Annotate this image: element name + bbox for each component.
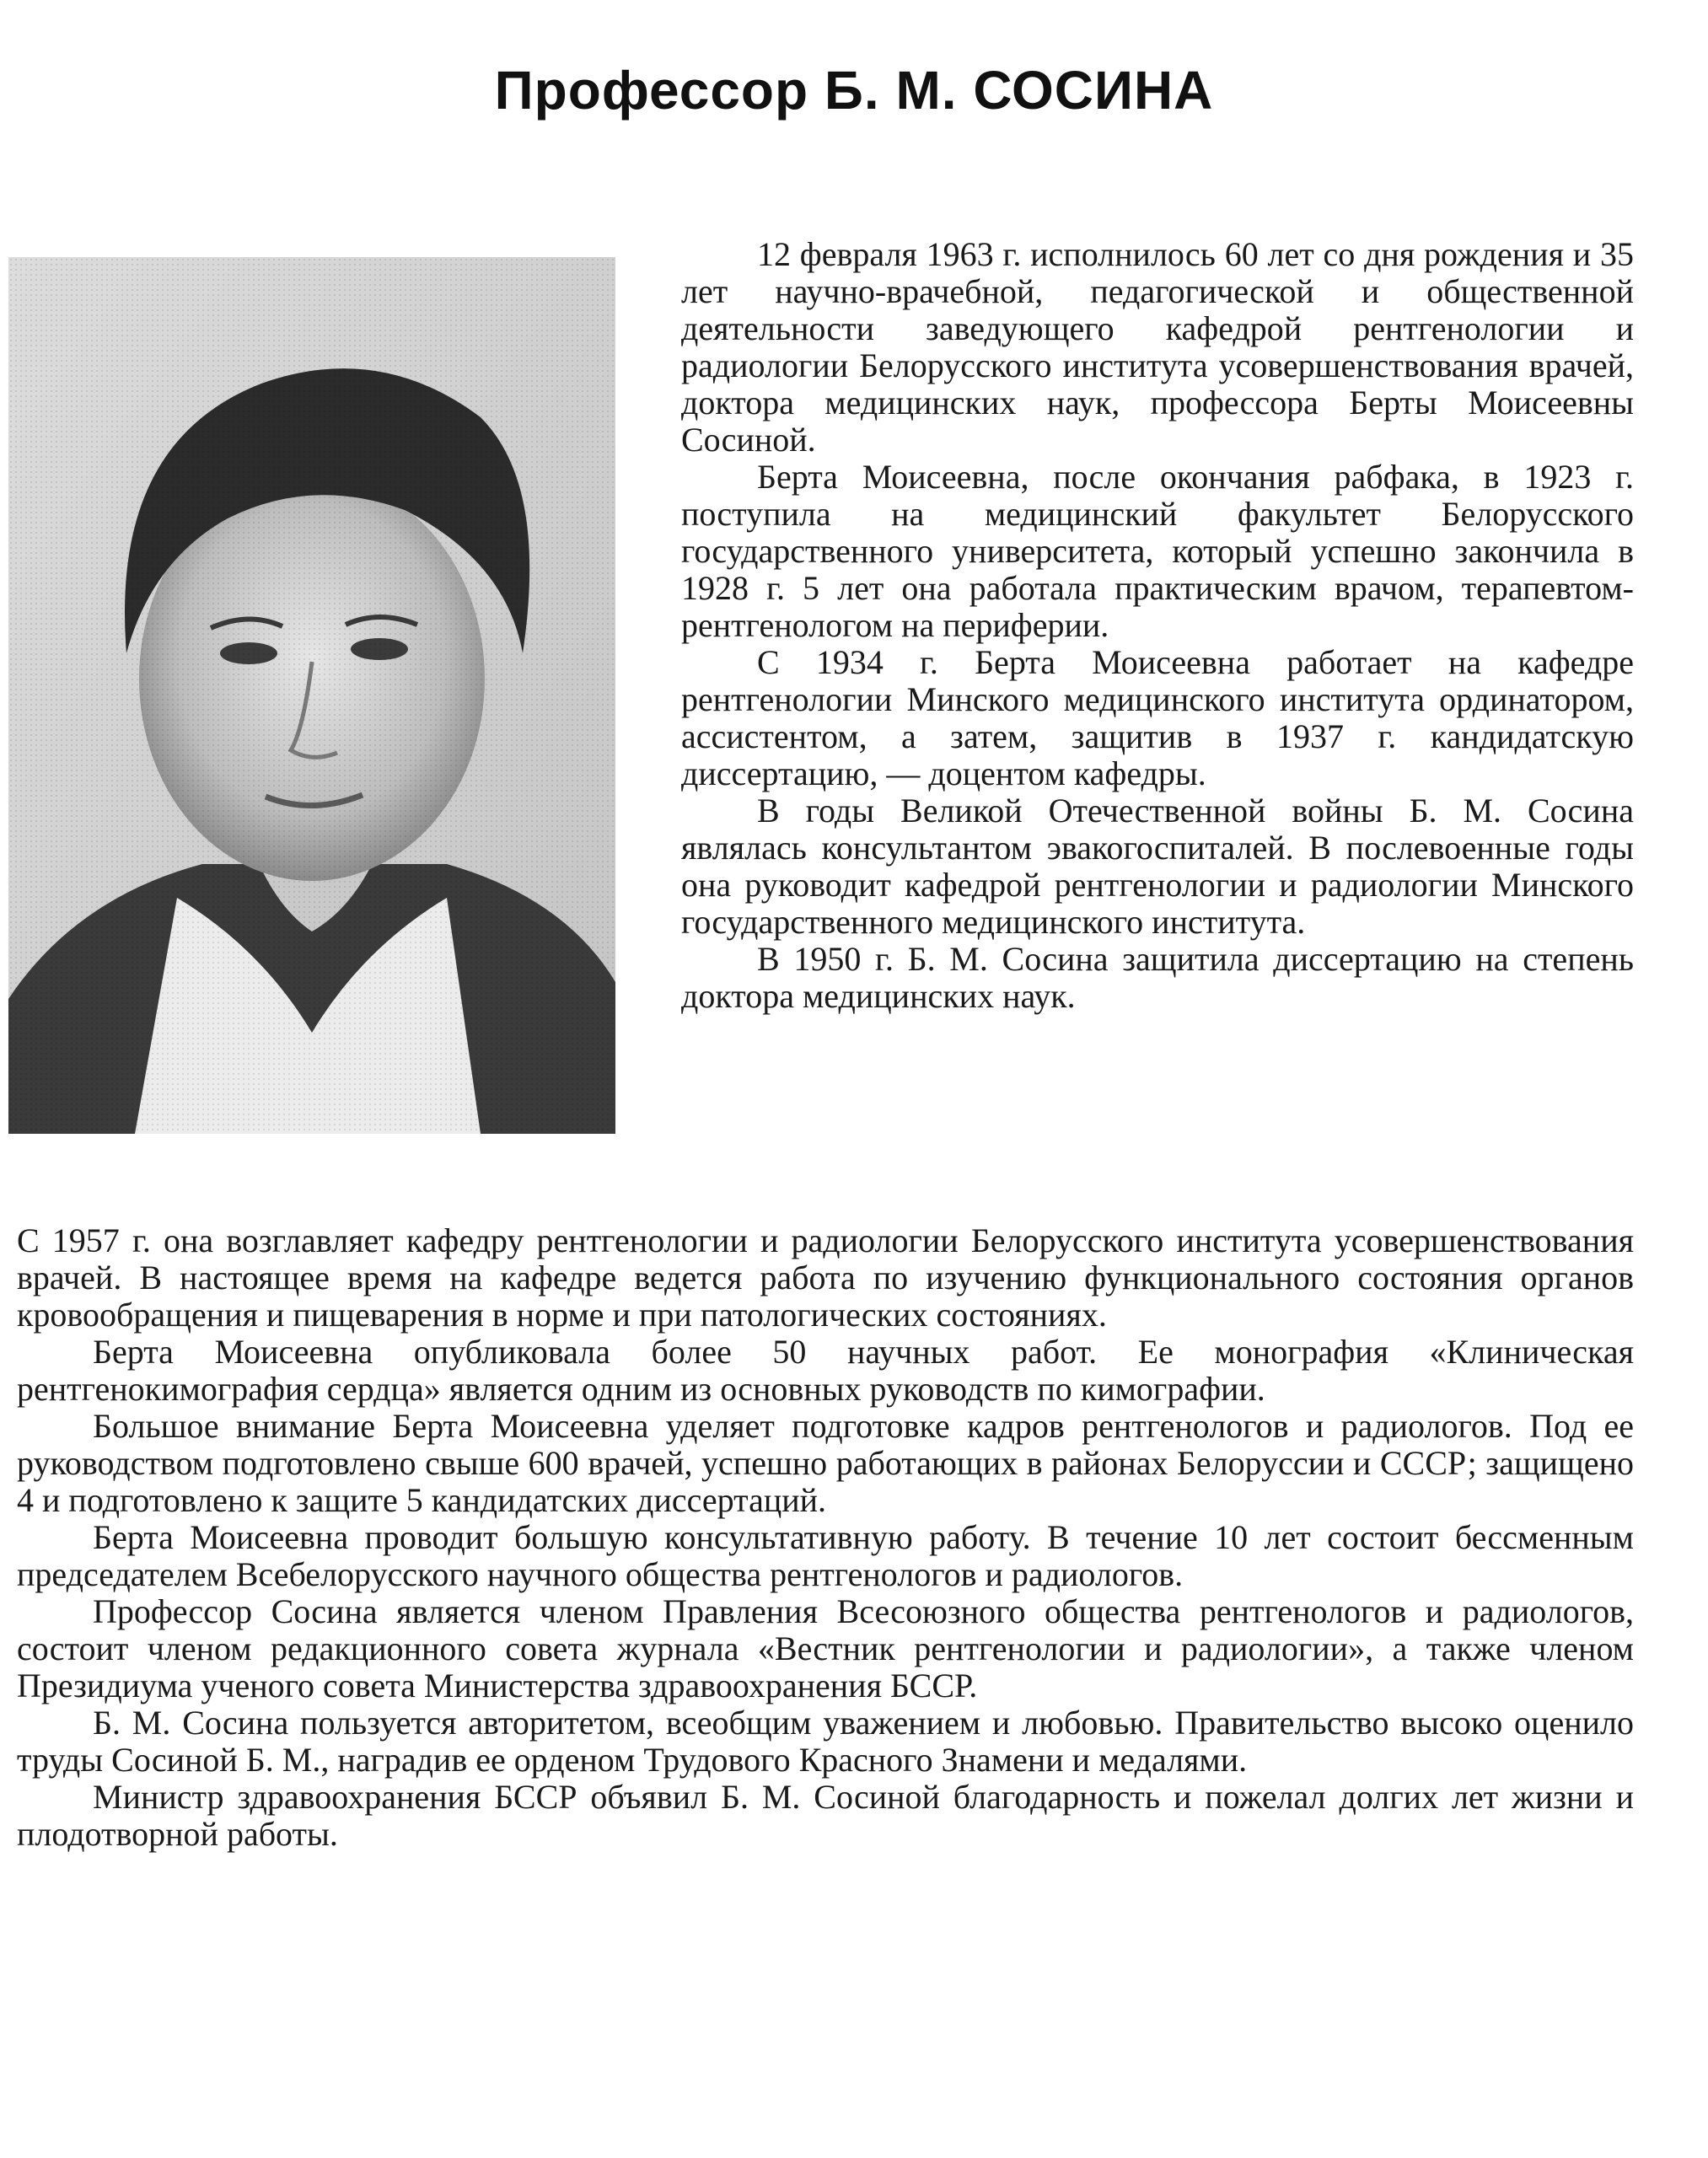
paragraph-8: Берта Моисеевна проводит большую консультативную работу. В течение 10 лет состоит бессменным председателем Всебелорусского научного общества рентгенологов и радиологов. — [17, 1518, 1634, 1593]
paragraph-9: Профессор Сосина является членом Правления Всесоюзного общества рентгенологов и радиологов, состоит членом редакционного совета журнала «Вестник рентгенологии и радиологии», а также членом Президиума ученого совета Министерства здравоохранения БССР. — [17, 1592, 1634, 1704]
portrait-photo — [8, 257, 615, 1134]
page-title: Профессор Б. М. СОСИНА — [494, 60, 1214, 121]
paragraph-7: Большое внимание Берта Моисеевна уделяет подготовке кадров рентгенологов и радиологов. Под ее руководством подготовлено свыше 600 врачей, успешно работающих в районах Белоруссии и СССР; защищено 4 и подготовлено к защите 5 кандидатских диссертаций. — [17, 1407, 1634, 1519]
paragraph-11: Министр здравоохранения БССР объявил Б. М. Сосиной благодарность и пожелал долгих лет жизни и плодотворной работы. — [17, 1778, 1634, 1853]
paragraph-4: В годы Великой Отечественной войны Б. М. Сосина являлась консультантом эвакогоспиталей. В послевоенные годы она руководит кафедрой рентгенологии и радиологии Минского государственного медицинского института. — [681, 792, 1634, 941]
paragraph-6: Берта Моисеевна опубликовала более 50 научных работ. Ее монография «Клиническая рентгенокимография сердца» является одним из основных руководств по кимографии. — [17, 1333, 1634, 1408]
full-width-text — [17, 1222, 1634, 1853]
paragraph-2: Берта Моисеевна, после окончания рабфака, в 1923 г. поступила на медицинский факультет Белорусского государственного университета, который успешно закончила в 1928 г. 5 лет она работала практическим врачом, терапевтом-рентгенологом на периферии. — [681, 458, 1634, 644]
paragraph-5a: В 1950 г. Б. М. Сосина защитила диссертацию на степень доктора медицинских наук. — [681, 940, 1634, 1015]
right-column — [681, 236, 1634, 1015]
paragraph-1: 12 февраля 1963 г. исполнилось 60 лет со дня рождения и 35 лет научно-врачебной, педагогической и общественной деятельности заведующего кафедрой рентгенологии и радиологии Белорусского института усовершенствования врачей, доктора медицинских наук, профессора Берты Моисеевны Сосиной. — [681, 235, 1634, 459]
paragraph-5b: С 1957 г. она возглавляет кафедру рентгенологии и радиологии Белорусского института усовершенствования врачей. В настоящее время на кафедре ведется работа по изучению функционального состояния органов кровообращения и пищеварения в норме и при патологических состояниях. — [17, 1221, 1634, 1334]
portrait-image — [8, 257, 615, 1134]
paragraph-3: С 1934 г. Берта Моисеевна работает на кафедре рентгенологии Минского медицинского института ординатором, ассистентом, а затем, защитив в 1937 г. кандидатскую диссертацию, — доцентом кафедры. — [681, 643, 1634, 792]
paragraph-10: Б. М. Сосина пользуется авторитетом, всеобщим уважением и любовью. Правительство высоко оценило труды Сосиной Б. М., наградив ее орденом Трудового Красного Знамени и медалями. — [17, 1704, 1634, 1779]
